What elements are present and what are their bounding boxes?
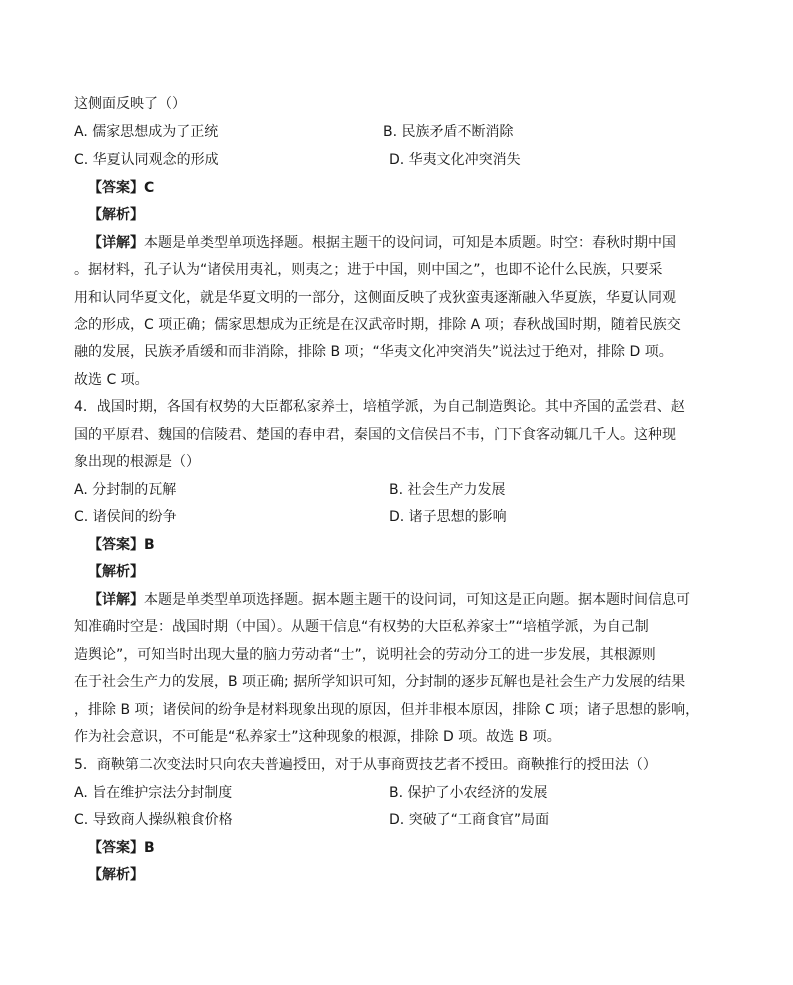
q4-analysis-tag: 【解析】 xyxy=(88,564,144,580)
q3-option-a: A. 儒家思想成为了正统 xyxy=(74,124,219,140)
q4-detail-text-1: 本题是单类型单项选择题。据本题主题干的设问词，可知这是正向题。据本题时间信息可 xyxy=(144,592,690,608)
q3-detail-line-2: 。据材料，孔子认为“诸侯用夷礼，则夷之；进于中国，则中国之”，也即不论什么民族，只要采 xyxy=(74,262,663,278)
q5-answer-value: B xyxy=(144,840,155,856)
q3-answer xyxy=(88,179,154,197)
q3-answer-tag: 【答案】 xyxy=(88,180,144,196)
q5-answer-tag: 【答案】 xyxy=(88,840,144,856)
q4-detail-line-5: ，排除 B 项；诸侯间的纷争是材料现象出现的原因，但并非根本原因，排除 C 项；诸子思想的影响， xyxy=(74,702,700,718)
q3-detail-text-1: 本题是单类型单项选择题。根据主题干的设问词，可知是本质题。时空：春秋时期中国 xyxy=(144,235,676,251)
q5-analysis-tag: 【解析】 xyxy=(88,867,144,883)
q4-answer xyxy=(88,536,155,554)
q5-option-a: A. 旨在维护宗法分封制度 xyxy=(74,785,233,801)
q4-detail-line-3: 造舆论”，可知当时出现大量的脑力劳动者“士”，说明社会的劳动分工的进一步发展，其根源则 xyxy=(74,647,656,663)
q4-stem-line-3: 象出现的根源是（） xyxy=(74,454,200,470)
q4-detail-line-1 xyxy=(88,591,724,609)
q5-option-d: D. 突破了“工商食官”局面 xyxy=(389,812,550,828)
q4-answer-tag: 【答案】 xyxy=(88,537,144,553)
q5-answer xyxy=(88,839,155,857)
q3-detail-tag: 【详解】 xyxy=(88,235,144,251)
q5-option-c: C. 导致商人操纵粮食价格 xyxy=(74,812,233,828)
q3-option-c: C. 华夏认同观念的形成 xyxy=(74,152,219,168)
q5-option-b: B. 保护了小农经济的发展 xyxy=(389,785,548,801)
q3-option-b: B. 民族矛盾不断消除 xyxy=(383,124,514,140)
q4-detail-tag: 【详解】 xyxy=(88,592,144,608)
q3-option-d: D. 华夷文化冲突消失 xyxy=(389,152,521,168)
q3-stem-tail: 这侧面反映了（） xyxy=(74,96,186,112)
q4-option-d: D. 诸子思想的影响 xyxy=(389,509,507,525)
q3-detail-line-6: 故选 C 项。 xyxy=(74,372,149,388)
q3-detail-line-1 xyxy=(88,234,724,252)
q4-detail-line-2: 知准确时空是：战国时期（中国）。从题干信息“有权势的大臣私养家士”“培植学派，为自己制 xyxy=(74,619,649,635)
q3-detail-line-4: 念的形成，C 项正确；儒家思想成为正统是在汉武帝时期，排除 A 项；春秋战国时期，随着民族交 xyxy=(74,317,681,333)
q3-detail-line-5: 融的发展，民族矛盾缓和而非消除，排除 B 项；“华夷文化冲突消失”说法过于绝对，排除 D 项。 xyxy=(74,344,673,360)
q4-option-a: A. 分封制的瓦解 xyxy=(74,482,177,498)
q3-analysis-tag: 【解析】 xyxy=(88,207,144,223)
q3-detail-line-3: 用和认同华夏文化，就是华夏文明的一部分，这侧面反映了戎狄蛮夷逐渐融入华夏族，华夏认同观 xyxy=(74,290,676,306)
q4-stem-line-1: 4．战国时期，各国有权势的大臣都私家养士，培植学派，为自己制造舆论。其中齐国的孟尝君、赵 xyxy=(74,399,685,415)
q5-stem: 5．商鞅第二次变法时只向农夫普遍授田，对于从事商贾技艺者不授田。商鞅推行的授田法（） xyxy=(74,757,657,773)
q4-stem-line-2: 国的平原君、魏国的信陵君、楚国的春申君，秦国的文信侯吕不韦，门下食客动辄几千人。这种现 xyxy=(74,427,676,443)
q3-answer-value: C xyxy=(144,180,155,196)
q4-option-b: B. 社会生产力发展 xyxy=(389,482,506,498)
q4-detail-line-6: 作为社会意识，不可能是“私养家士”这种现象的根源，排除 D 项。故选 B 项。 xyxy=(74,729,561,745)
q4-answer-value: B xyxy=(144,537,155,553)
q4-option-c: C. 诸侯间的纷争 xyxy=(74,509,177,525)
q4-detail-line-4: 在于社会生产力的发展，B 项正确; 据所学知识可知，分封制的逐步瓦解也是社会生产力发展的结果 xyxy=(74,674,686,690)
